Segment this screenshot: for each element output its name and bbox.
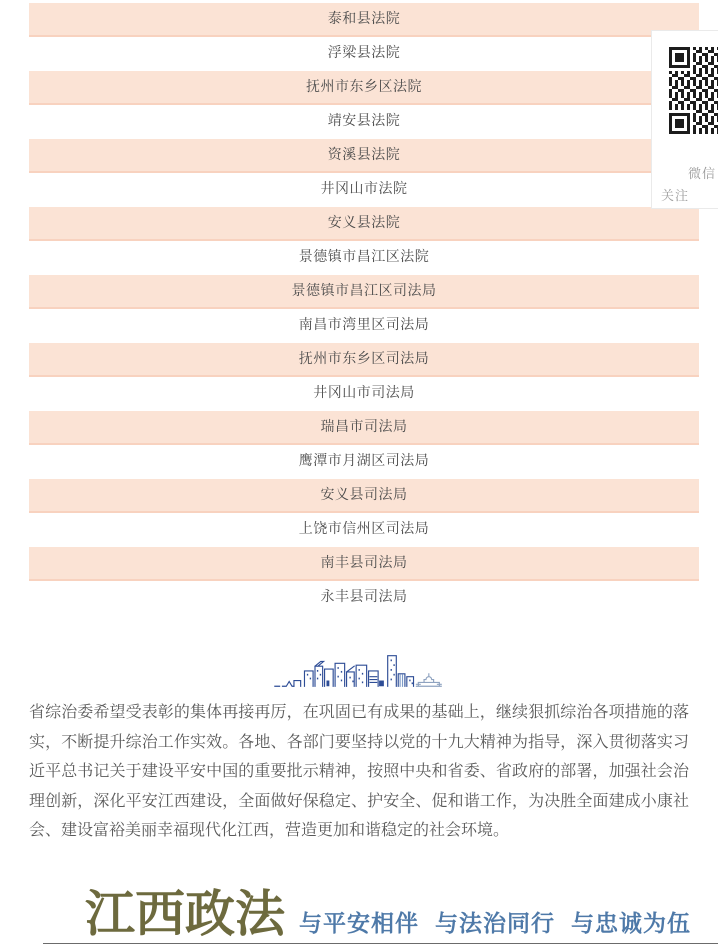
- skyline-divider: [0, 648, 718, 692]
- award-row: 井冈山市法院: [320, 181, 408, 197]
- award-row: 资溪县法院: [29, 139, 699, 173]
- award-row: 安义县法院: [29, 207, 699, 241]
- award-row: 南丰县司法局: [29, 547, 699, 581]
- footer-logo-banner: [43, 886, 718, 944]
- qr-caption-line1: 微信: [688, 167, 717, 182]
- award-row: 上饶市信州区司法局: [298, 521, 430, 537]
- article-paragraph: 省综治委希望受表彰的集体再接再厉，在巩固已有成果的基础上，继续狠抓综治各项措施的落实，不断提升综治工作实效。各地、各部门要坚持以党的十九大精神为指导，深入贯彻落实习近平总书记关于建设平安中国的重要批示精神，按照中央和省委、省政府的部署，加强社会治理创新，深化平安江西建设，全面做好保稳定、护安全、促和谐工作，为决胜全面建成小康社会、建设富裕美丽幸福现代化江西，营造更加和谐稳定的社会环境。: [29, 702, 689, 839]
- award-row: 抚州市东乡区司法局: [29, 343, 699, 377]
- award-row: 南昌市湾里区司法局: [298, 317, 430, 333]
- qr-code-icon: [669, 47, 718, 134]
- award-row: 景德镇市昌江区司法局: [29, 275, 699, 309]
- award-row: 景德镇市昌江区法院: [298, 249, 430, 265]
- award-row: 浮梁县法院: [327, 45, 401, 61]
- qr-caption-line2: 关注: [661, 189, 690, 204]
- logo-tagline: 与平安相伴 与法治同行 与忠诚为伍: [299, 911, 692, 937]
- award-row: 泰和县法院: [29, 3, 699, 37]
- award-row: 永丰县司法局: [320, 589, 408, 605]
- award-list: [29, 3, 699, 615]
- award-row: 靖安县法院: [327, 113, 401, 129]
- award-row: 抚州市东乡区法院: [29, 71, 699, 105]
- award-row: 安义县司法局: [29, 479, 699, 513]
- logo-title: 江西政法: [85, 886, 285, 942]
- qr-follow-widget: [651, 30, 718, 209]
- award-row: 鹰潭市月湖区司法局: [298, 453, 430, 469]
- award-row: 瑞昌市司法局: [29, 411, 699, 445]
- award-row: 井冈山市司法局: [313, 385, 415, 401]
- city-skyline-icon: [269, 648, 449, 692]
